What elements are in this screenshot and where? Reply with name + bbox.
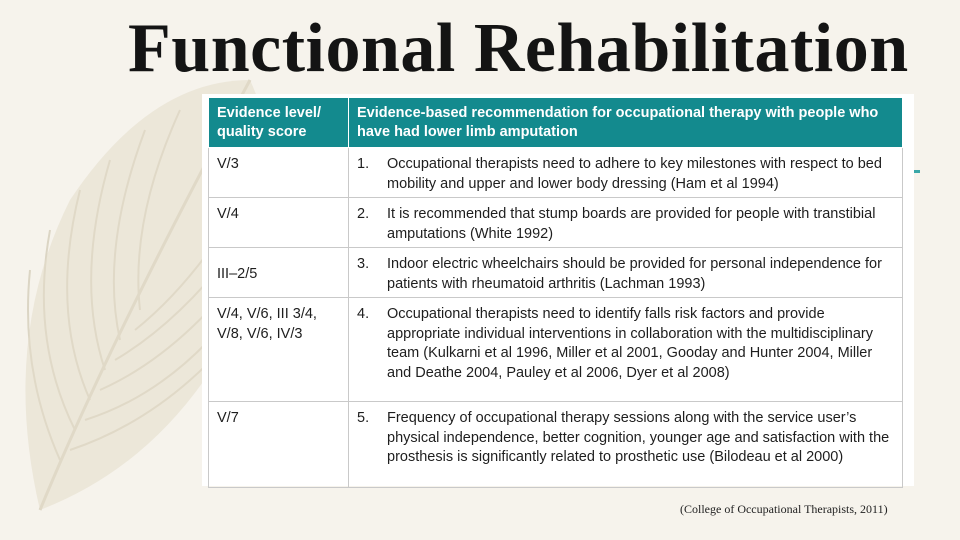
evidence-table (208, 97, 903, 488)
recommendation-text: Frequency of occupational therapy sessions along with the service user’s physical independence, better cognition, younger age and satisfaction with the prosthesis is significantly related to prosthetic use (Bilodeau et al 2000) (387, 410, 890, 465)
recommendation-cell (349, 148, 903, 198)
recommendation-text: Indoor electric wheelchairs should be provided for personal independence for patients with rheumatoid arthritis (Lachman 1993) (387, 256, 882, 292)
recommendation-cell (349, 402, 903, 488)
evidence-level-cell: III–2/5 (209, 248, 349, 298)
evidence-level-cell: V/4, V/6, III 3/4, V/8, V/6, IV/3 (209, 298, 349, 402)
table-row (209, 402, 903, 488)
header-evidence-level: Evidence level/ quality score (209, 98, 349, 148)
table-header-row (209, 98, 903, 148)
recommendation-number: 4. (357, 306, 370, 322)
evidence-level-cell: V/7 (209, 402, 349, 488)
evidence-level-cell: V/4 (209, 198, 349, 248)
recommendation-text: It is recommended that stump boards are provided for people with transtibial amputations (White 1992) (387, 206, 876, 242)
recommendation-number: 1. (357, 156, 370, 172)
recommendation-cell (349, 198, 903, 248)
recommendation-cell (349, 248, 903, 298)
slide-title: Functional Rehabilitation (128, 10, 909, 87)
recommendation-number: 3. (357, 256, 370, 272)
recommendation-text: Occupational therapists need to identify falls risk factors and provide appropriate individual interventions in collaboration with the multidisciplinary team (Kulkarni et al 1996, Miller et al 2001, Gooday and Hunter 2004, Miller and Deathe 2004, Pauley et al 2006, Dyer et al 2008) (387, 306, 874, 381)
header-recommendation: Evidence-based recommendation for occupational therapy with people who have had lower limb amputation (349, 98, 903, 148)
recommendation-text: Occupational therapists need to adhere to key milestones with respect to bed mobility and upper and lower body dressing (Ham et al 1994) (387, 156, 882, 192)
recommendation-cell (349, 298, 903, 402)
table-row (209, 148, 903, 198)
evidence-level-cell: V/3 (209, 148, 349, 198)
citation: (College of Occupational Therapists, 2011) (680, 502, 888, 516)
table-row (209, 198, 903, 248)
recommendation-number: 5. (357, 410, 370, 426)
recommendation-number: 2. (357, 206, 370, 222)
evidence-table-image (202, 94, 914, 486)
table-row (209, 298, 903, 402)
table-row (209, 248, 903, 298)
